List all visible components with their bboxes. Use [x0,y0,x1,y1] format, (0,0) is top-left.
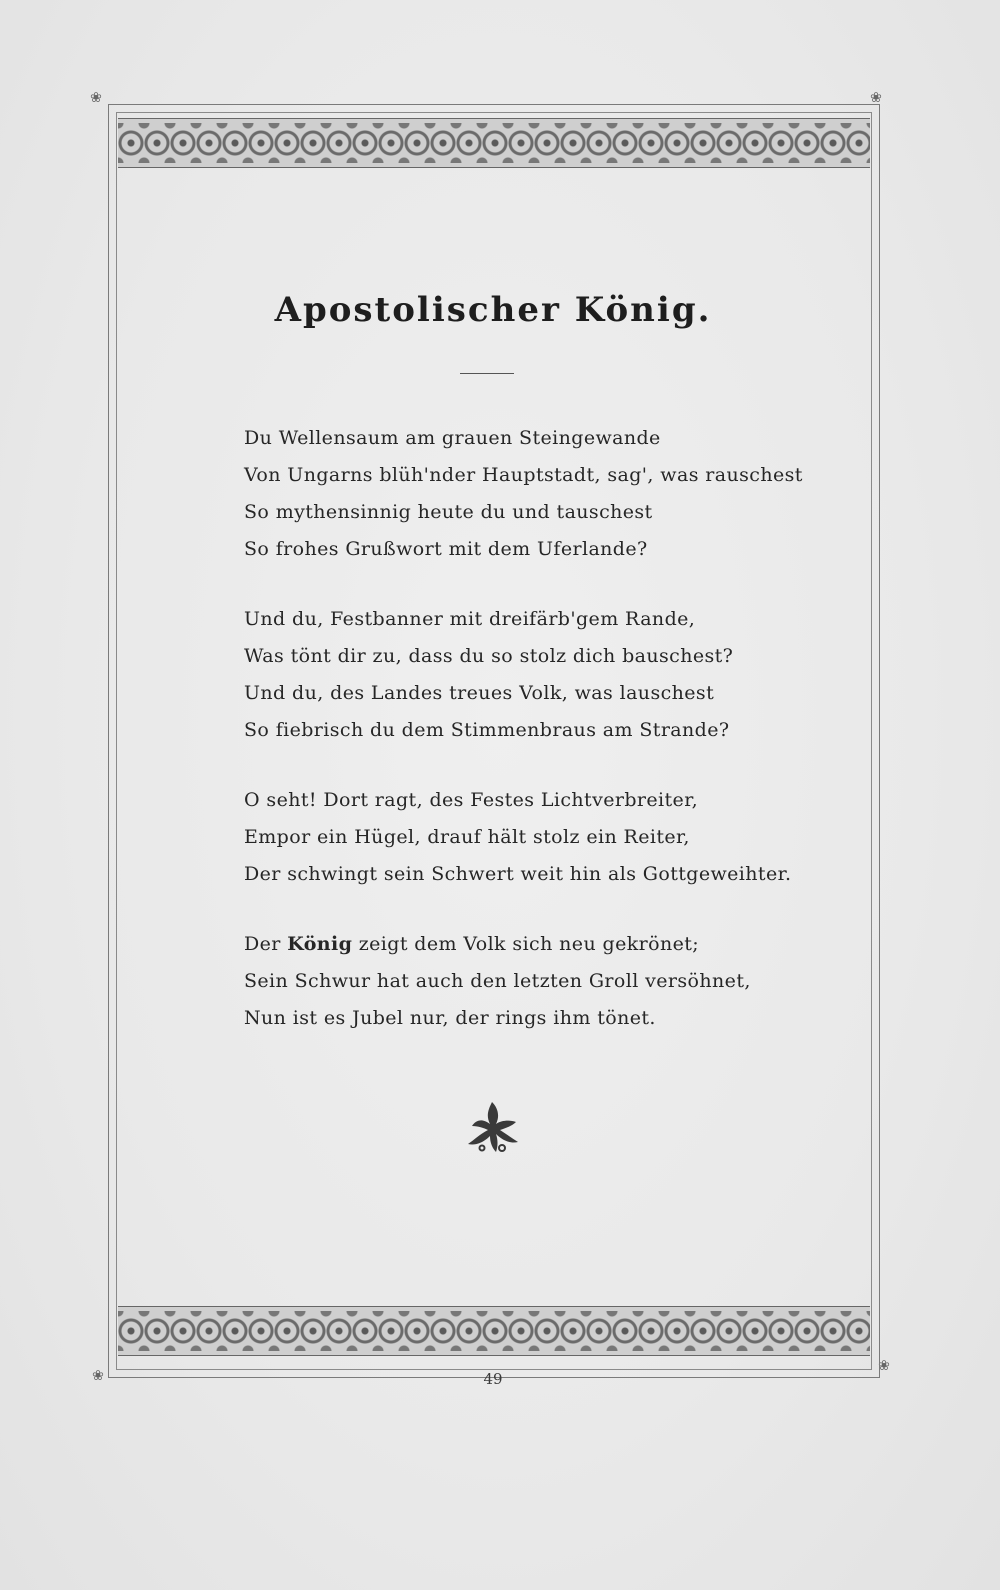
poem-line: Nun ist es Jubel nur, der rings ihm tönet. [244,1007,656,1029]
corner-ornament-icon: ❀ [90,90,102,106]
corner-ornament-icon: ❀ [92,1368,104,1384]
corner-ornament-icon: ❀ [878,1358,890,1374]
poem-line: So fiebrisch du dem Stimmenbraus am Strande? [244,719,730,741]
stanza [244,601,804,749]
poem-line: Empor ein Hügel, drauf hält stolz ein Reiter, [244,826,690,848]
stanza [244,782,804,893]
poem-line: Von Ungarns blüh'nder Hauptstadt, sag', was rauschest [244,464,803,486]
line-text: Der [244,933,288,955]
stanza [244,926,804,1037]
poem-line: O seht! Dort ragt, des Festes Lichtverbreiter, [244,789,699,811]
poem-line [244,926,804,963]
poem-line: Sein Schwur hat auch den letzten Groll versöhnet, [244,970,751,992]
poem-line: Du Wellensaum am grauen Steingewande [244,427,661,449]
title-divider [460,373,514,374]
poem-line: So frohes Grußwort mit dem Uferlande? [244,538,648,560]
corner-ornament-icon: ❀ [870,90,882,106]
poem-line: So mythensinnig heute du und tauschest [244,501,653,523]
poem-title: Apostolischer König. [274,290,712,330]
poem-line: Und du, Festbanner mit dreifärb'gem Rande, [244,608,696,630]
top-ornamental-border [118,118,870,168]
poem-body [244,420,804,1070]
bottom-ornamental-border [118,1306,870,1356]
line-text: zeigt dem Volk sich neu gekrönet; [352,933,700,955]
emphasized-word: König [287,933,353,955]
poem-line: Was tönt dir zu, dass du so stolz dich bauschest? [244,645,734,667]
poem-line: Und du, des Landes treues Volk, was lauschest [244,682,715,704]
stanza [244,420,804,568]
floral-vignette-icon [462,1096,522,1156]
poem-line: Der schwingt sein Schwert weit hin als Gottgeweihter. [244,863,792,885]
page-number: 49 [483,1370,503,1388]
